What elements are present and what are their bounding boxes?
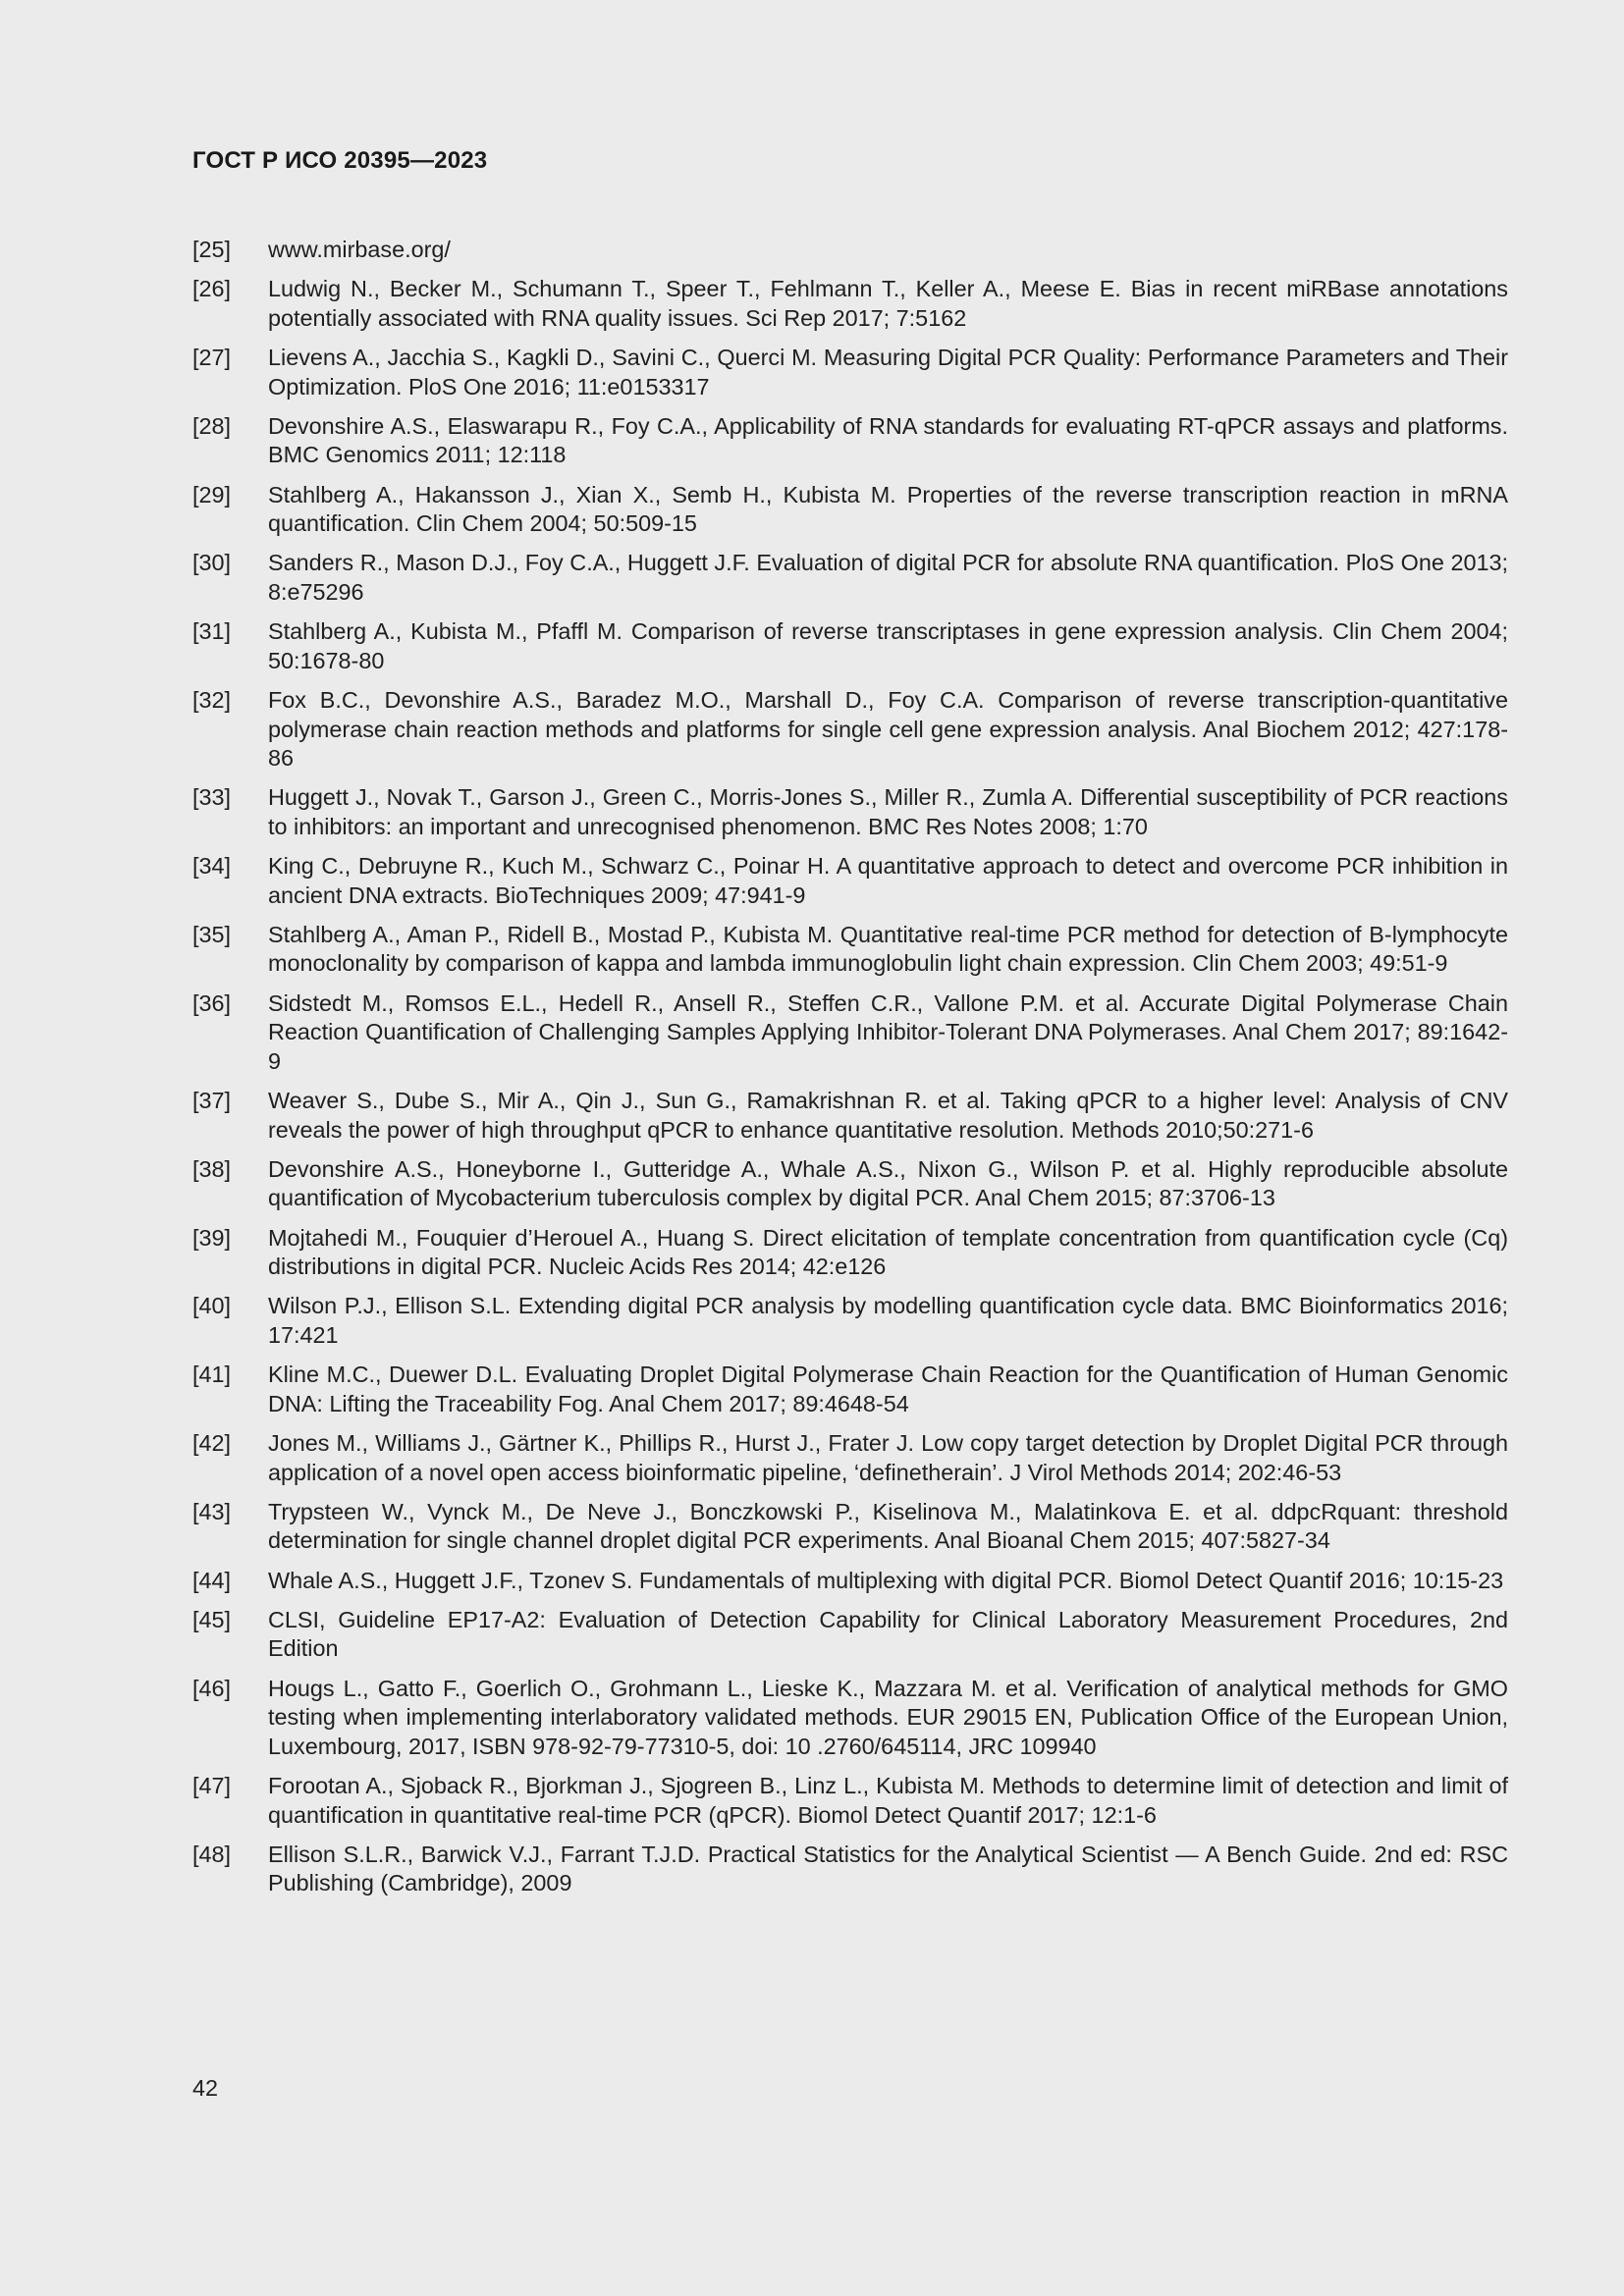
- reference-text: Huggett J., Novak T., Garson J., Green C., Morris-Jones S., Miller R., Zumla A. Differential susceptibility of PCR reactions to inhibitors: an important and unrecognised phenomenon. BMC Res Notes 2008; 1:70: [268, 784, 1508, 839]
- reference-number: [40]: [192, 1293, 232, 1319]
- reference-number: [25]: [192, 237, 232, 262]
- reference-entry: [192, 412, 1508, 470]
- reference-entry: [192, 852, 1508, 910]
- reference-number: [39]: [192, 1224, 232, 1251]
- reference-number: [48]: [192, 1841, 232, 1867]
- reference-number: [37]: [192, 1088, 232, 1114]
- reference-text: www.mirbase.org/: [268, 237, 451, 262]
- reference-entry: [192, 1292, 1508, 1350]
- reference-text: Devonshire A.S., Elaswarapu R., Foy C.A., Applicability of RNA standards for evaluating RT-qPCR assays and platforms. BMC Genomics 2011; 12:118: [268, 412, 1508, 468]
- reference-number: [35]: [192, 921, 232, 947]
- reference-entry: [192, 1155, 1508, 1213]
- reference-entry: [192, 481, 1508, 539]
- reference-entry: [192, 686, 1508, 774]
- reference-entry: [192, 549, 1508, 607]
- reference-text: Ludwig N., Becker M., Schumann T., Speer T., Fehlmann T., Keller A., Meese E. Bias in recent miRBase annotations potentially associated with RNA quality issues. Sci Rep 2017; 7:5162: [268, 276, 1508, 331]
- reference-number: [30]: [192, 550, 232, 576]
- reference-entry: [192, 617, 1508, 675]
- reference-number: [43]: [192, 1498, 232, 1524]
- bibliography-list: [192, 236, 1508, 1909]
- reference-text: Lievens A., Jacchia S., Kagkli D., Savini C., Querci M. Measuring Digital PCR Quality: Performance Parameters and Their Optimization. PloS One 2016; 11:e0153317: [268, 345, 1508, 400]
- reference-text: Mojtahedi M., Fouquier d’Herouel A., Huang S. Direct elicitation of template concentration from quantification cycle (Cq) distributions in digital PCR. Nucleic Acids Res 2014; 42:e126: [268, 1224, 1508, 1280]
- reference-number: [42]: [192, 1430, 232, 1457]
- reference-number: [47]: [192, 1773, 232, 1799]
- reference-entry: [192, 1087, 1508, 1145]
- reference-text: Stahlberg A., Kubista M., Pfaffl M. Comparison of reverse transcriptases in gene expression analysis. Clin Chem 2004; 50:1678-80: [268, 618, 1508, 673]
- reference-entry: [192, 1675, 1508, 1762]
- reference-text: King C., Debruyne R., Kuch M., Schwarz C., Poinar H. A quantitative approach to detect and overcome PCR inhibition in ancient DNA extracts. BioTechniques 2009; 47:941-9: [268, 853, 1508, 908]
- reference-text: Devonshire A.S., Honeyborne I., Gutteridge A., Whale A.S., Nixon G., Wilson P. et al. Highly reproducible absolute quantification of Mycobacterium tuberculosis complex by digital PCR. Anal Chem 2015; 87:3706-13: [268, 1155, 1508, 1211]
- reference-text: Hougs L., Gatto F., Goerlich O., Grohmann L., Lieske K., Mazzara M. et al. Verification of analytical methods for GMO testing when implementing interlaboratory validated methods. EUR 29015 EN, Publication Office of the European Union, Luxembourg, 2017, ISBN 978-92-79-77310-5, doi: 10 .2760/645114, JRC 109940: [268, 1675, 1508, 1759]
- reference-number: [33]: [192, 784, 232, 811]
- reference-entry: [192, 1224, 1508, 1282]
- reference-entry: [192, 1841, 1508, 1898]
- reference-text: Jones M., Williams J., Gärtner K., Phillips R., Hurst J., Frater J. Low copy target detection by Droplet Digital PCR through application of a novel open access bioinformatic pipeline, ‘definetherain’. J Virol Methods 2014; 202:46-53: [268, 1430, 1508, 1485]
- reference-text: Ellison S.L.R., Barwick V.J., Farrant T.J.D. Practical Statistics for the Analytical Scientist — A Bench Guide. 2nd ed: RSC Publishing (Cambridge), 2009: [268, 1841, 1508, 1896]
- reference-number: [32]: [192, 687, 232, 714]
- reference-number: [26]: [192, 276, 232, 302]
- reference-text: Sidstedt M., Romsos E.L., Hedell R., Ansell R., Steffen C.R., Vallone P.M. et al. Accurate Digital Polymerase Chain Reaction Quantification of Challenging Samples Applying Inhibitor-Tolerant DNA Polymerases. Anal Chem 2017; 89:1642-9: [268, 989, 1508, 1074]
- reference-entry: [192, 1498, 1508, 1556]
- reference-text: Trypsteen W., Vynck M., De Neve J., Bonczkowski P., Kiselinova M., Malatinkova E. et al. ddpcRquant: threshold determination for single channel droplet digital PCR experiments. Anal Bioanal Chem 2015; 407:5827-34: [268, 1498, 1508, 1554]
- reference-entry: [192, 236, 1508, 265]
- reference-entry: [192, 1567, 1508, 1596]
- reference-text: Stahlberg A., Aman P., Ridell B., Mostad P., Kubista M. Quantitative real-time PCR method for detection of B-lymphocyte monoclonality by comparison of kappa and lambda immunoglobulin light chain expression. Clin Chem 2003; 49:51-9: [268, 921, 1508, 977]
- reference-number: [38]: [192, 1155, 232, 1182]
- reference-number: [27]: [192, 345, 232, 371]
- reference-number: [45]: [192, 1606, 232, 1632]
- reference-number: [41]: [192, 1362, 232, 1388]
- page-number: 42: [192, 2075, 219, 2101]
- reference-number: [34]: [192, 853, 232, 880]
- reference-entry: [192, 1606, 1508, 1664]
- reference-entry: [192, 1361, 1508, 1418]
- reference-number: [36]: [192, 989, 232, 1016]
- reference-text: Stahlberg A., Hakansson J., Xian X., Semb H., Kubista M. Properties of the reverse transcription reaction in mRNA quantification. Clin Chem 2004; 50:509-15: [268, 481, 1508, 537]
- reference-entry: [192, 921, 1508, 979]
- reference-text: Weaver S., Dube S., Mir A., Qin J., Sun G., Ramakrishnan R. et al. Taking qPCR to a higher level: Analysis of CNV reveals the power of high throughput qPCR to enhance quantitative resolution. Methods 2010;50:271-6: [268, 1088, 1508, 1143]
- reference-entry: [192, 1772, 1508, 1830]
- reference-entry: [192, 783, 1508, 841]
- reference-text: CLSI, Guideline EP17-A2: Evaluation of Detection Capability for Clinical Laboratory Measurement Procedures, 2nd Edition: [268, 1606, 1508, 1662]
- reference-number: [31]: [192, 618, 232, 645]
- reference-entry: [192, 344, 1508, 401]
- reference-entry: [192, 989, 1508, 1077]
- reference-number: [46]: [192, 1675, 232, 1701]
- reference-text: Forootan A., Sjoback R., Bjorkman J., Sjogreen B., Linz L., Kubista M. Methods to determine limit of detection and limit of quantification in quantitative real-time PCR (qPCR). Biomol Detect Quantif 2017; 12:1-6: [268, 1773, 1508, 1828]
- reference-text: Sanders R., Mason D.J., Foy C.A., Huggett J.F. Evaluation of digital PCR for absolute RNA quantification. PloS One 2013; 8:e75296: [268, 550, 1508, 605]
- reference-number: [28]: [192, 412, 232, 439]
- reference-entry: [192, 1429, 1508, 1487]
- reference-text: Wilson P.J., Ellison S.L. Extending digital PCR analysis by modelling quantification cycle data. BMC Bioinformatics 2016; 17:421: [268, 1293, 1508, 1348]
- page-header-standard-title: ГОСТ Р ИСО 20395—2023: [192, 147, 488, 174]
- reference-text: Fox B.C., Devonshire A.S., Baradez M.O., Marshall D., Foy C.A. Comparison of reverse transcription-quantitative polymerase chain reaction methods and platforms for single cell gene expression analysis. Anal Biochem 2012; 427:178-86: [268, 687, 1508, 772]
- reference-number: [44]: [192, 1567, 232, 1593]
- reference-number: [29]: [192, 481, 232, 507]
- reference-text: Kline M.C., Duewer D.L. Evaluating Droplet Digital Polymerase Chain Reaction for the Quantification of Human Genomic DNA: Lifting the Traceability Fog. Anal Chem 2017; 89:4648-54: [268, 1362, 1508, 1416]
- reference-entry: [192, 275, 1508, 333]
- reference-text: Whale A.S., Huggett J.F., Tzonev S. Fundamentals of multiplexing with digital PCR. Biomol Detect Quantif 2016; 10:15-23: [268, 1567, 1504, 1593]
